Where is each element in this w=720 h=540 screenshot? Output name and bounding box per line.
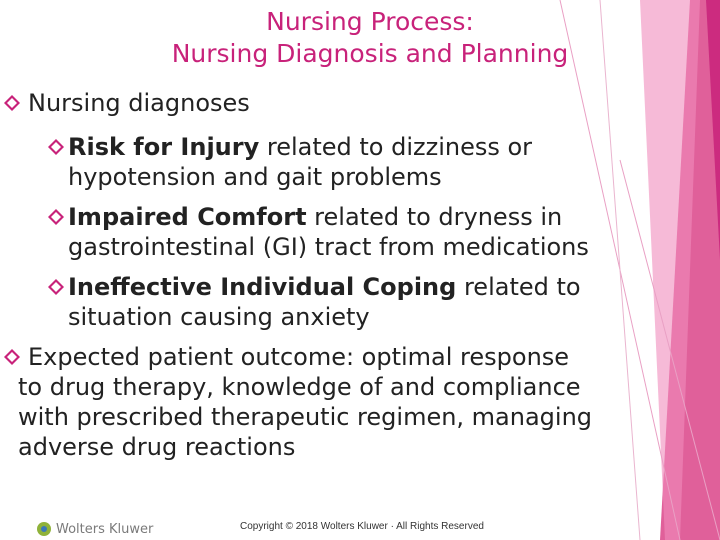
copyright-text: Copyright © 2018 Wolters Kluwer · All Rights Reserved	[240, 521, 484, 532]
bullet-text: Expected patient outcome: optimal response to drug therapy, knowledge of and compliance with prescribed therapeutic regimen, managing adverse drug reactions	[18, 343, 593, 461]
title-line-1: Nursing Process:	[266, 7, 474, 36]
bullet-impaired-comfort	[0, 202, 600, 262]
bullet-list	[0, 88, 600, 472]
wolters-kluwer-logo	[36, 521, 153, 537]
bullet-risk-for-injury	[0, 132, 600, 192]
bullet-text: Nursing diagnoses	[28, 89, 250, 117]
slide-title	[120, 6, 620, 70]
diagnosis-detail: related to dizziness or hypotension and gait problems	[68, 133, 533, 191]
logo-text: Wolters Kluwer	[56, 521, 154, 537]
diamond-bullet-icon	[48, 209, 64, 225]
diagnosis-name: Impaired Comfort	[68, 203, 307, 231]
diamond-bullet-icon	[4, 95, 20, 111]
diagnosis-detail: related to dryness in gastrointestinal (GI) tract from medications	[68, 203, 589, 261]
title-line-2: Nursing Diagnosis and Planning	[171, 39, 569, 68]
bullet-ineffective-coping	[0, 272, 600, 332]
logo-icon	[36, 521, 52, 537]
diamond-bullet-icon	[48, 279, 64, 295]
bullet-nursing-diagnoses	[0, 88, 600, 118]
diagnosis-name: Ineffective Individual Coping	[68, 273, 457, 301]
diagnosis-name: Risk for Injury	[68, 133, 260, 161]
diamond-bullet-icon	[4, 349, 20, 365]
diamond-bullet-icon	[48, 139, 64, 155]
bullet-expected-outcome	[0, 342, 600, 462]
diagnosis-detail: related to situation causing anxiety	[68, 273, 581, 331]
